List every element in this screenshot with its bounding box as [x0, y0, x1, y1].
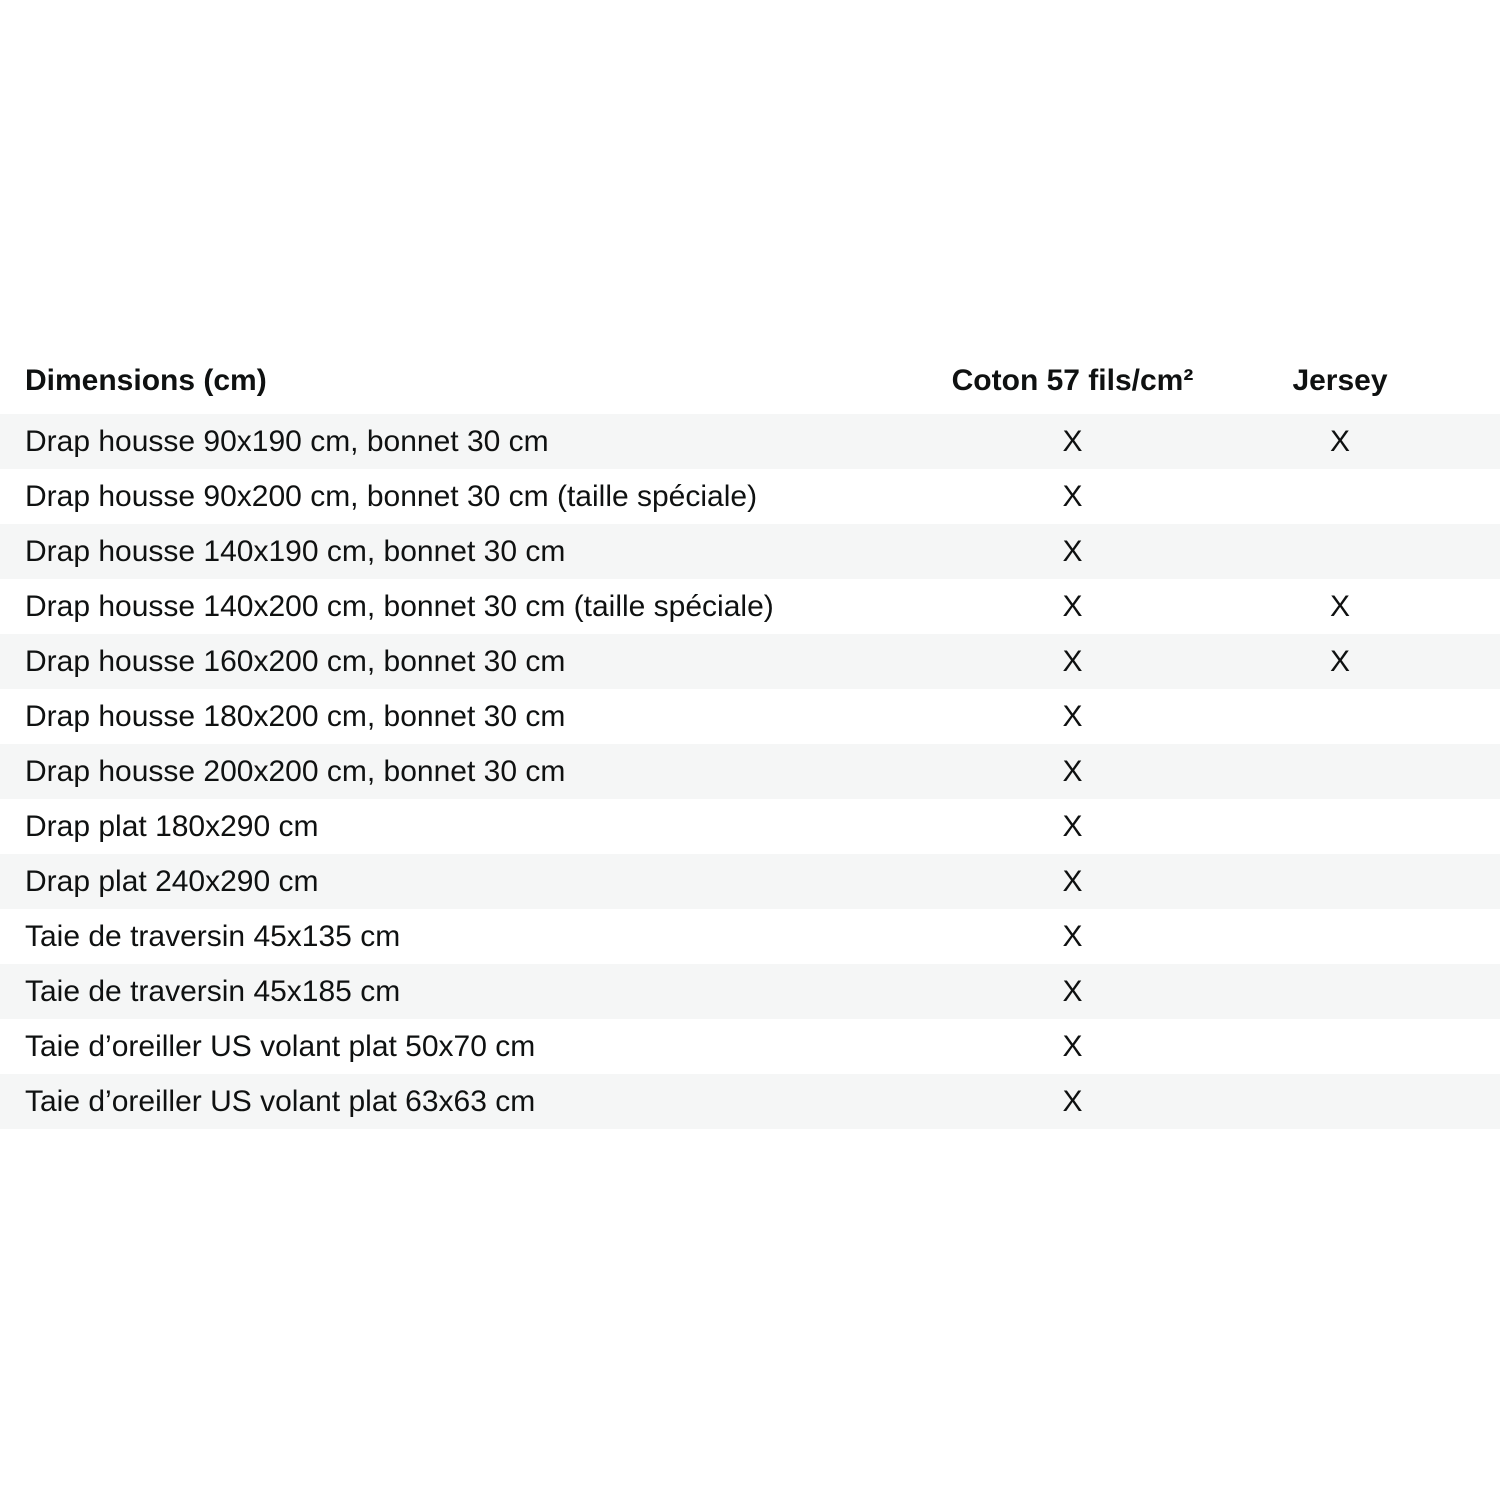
- coton-mark: X: [1062, 1084, 1083, 1118]
- row-label: Drap housse 90x190 cm, bonnet 30 cm: [25, 424, 549, 458]
- row-label: Drap housse 140x200 cm, bonnet 30 cm (taille spéciale): [25, 589, 774, 623]
- table-row: [0, 469, 1500, 524]
- table-row: [0, 689, 1500, 744]
- table-row: [0, 634, 1500, 689]
- coton-mark: X: [1062, 424, 1083, 458]
- row-label: Drap housse 160x200 cm, bonnet 30 cm: [25, 644, 566, 678]
- table-header-row: [0, 348, 1500, 414]
- row-label: Drap housse 90x200 cm, bonnet 30 cm (taille spéciale): [25, 479, 758, 513]
- table-row: [0, 744, 1500, 799]
- coton-mark: X: [1062, 974, 1083, 1008]
- table-row: [0, 1074, 1500, 1129]
- header-dimensions: Dimensions (cm): [25, 364, 267, 397]
- row-label: Drap housse 200x200 cm, bonnet 30 cm: [25, 754, 566, 788]
- table-row: [0, 909, 1500, 964]
- coton-mark: X: [1062, 644, 1083, 678]
- table-row: [0, 854, 1500, 909]
- coton-mark: X: [1062, 919, 1083, 953]
- row-label: Taie de traversin 45x135 cm: [25, 919, 401, 953]
- row-label: Taie d’oreiller US volant plat 50x70 cm: [25, 1029, 536, 1063]
- coton-mark: X: [1062, 479, 1083, 513]
- row-label: Taie de traversin 45x185 cm: [25, 974, 401, 1008]
- row-label: Drap plat 180x290 cm: [25, 809, 319, 843]
- row-label: Drap housse 140x190 cm, bonnet 30 cm: [25, 534, 566, 568]
- coton-mark: X: [1062, 809, 1083, 843]
- jersey-mark: X: [1329, 644, 1350, 678]
- coton-mark: X: [1062, 864, 1083, 898]
- coton-mark: X: [1062, 589, 1083, 623]
- row-label: Drap housse 180x200 cm, bonnet 30 cm: [25, 699, 566, 733]
- table-row: [0, 1019, 1500, 1074]
- header-jersey: Jersey: [1292, 364, 1388, 397]
- coton-mark: X: [1062, 1029, 1083, 1063]
- row-label: Drap plat 240x290 cm: [25, 864, 319, 898]
- jersey-mark: X: [1329, 424, 1350, 458]
- row-label: Taie d’oreiller US volant plat 63x63 cm: [25, 1084, 536, 1118]
- coton-mark: X: [1062, 534, 1083, 568]
- header-coton: Coton 57 fils/cm²: [951, 364, 1194, 397]
- coton-mark: X: [1062, 699, 1083, 733]
- coton-mark: X: [1062, 754, 1083, 788]
- table-row: [0, 414, 1500, 469]
- comparison-table: [0, 348, 1500, 1129]
- table-body: [0, 414, 1500, 1129]
- jersey-mark: X: [1329, 589, 1350, 623]
- table-row: [0, 524, 1500, 579]
- table-row: [0, 799, 1500, 854]
- table-row: [0, 964, 1500, 1019]
- table-row: [0, 579, 1500, 634]
